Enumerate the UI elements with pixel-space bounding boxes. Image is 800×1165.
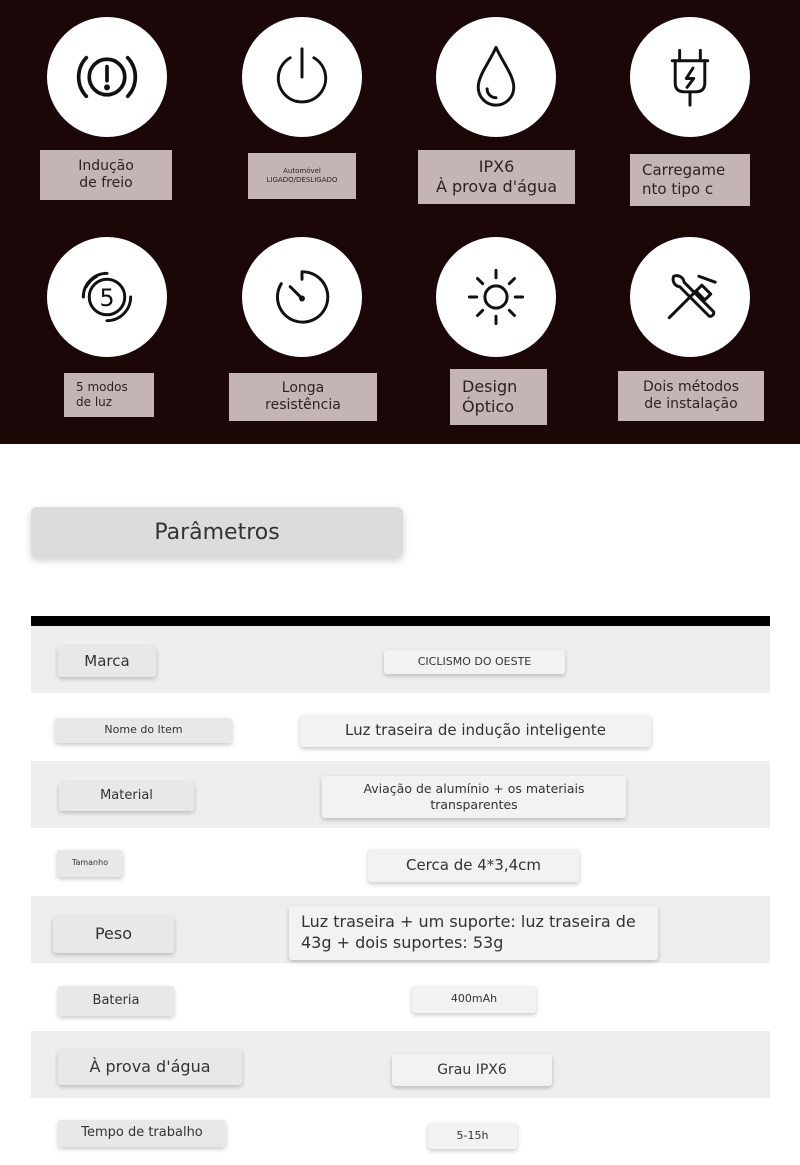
param-value: 400mAh [412, 986, 536, 1013]
param-value: Aviação de alumínio + os materiais transparentes [322, 776, 626, 818]
param-value: CICLISMO DO OESTE [384, 650, 565, 674]
param-value: 5-15h [428, 1123, 517, 1149]
feature-label: Dois métodos de instalação [618, 371, 764, 421]
five-modes-icon [47, 237, 167, 357]
sun-icon [436, 237, 556, 357]
svg-text:5: 5 [99, 283, 115, 312]
water-drop-icon [436, 17, 556, 137]
param-value: Cerca de 4*3,4cm [368, 849, 579, 882]
params-title: Parâmetros [31, 507, 403, 558]
param-value: Luz traseira de indução inteligente [300, 715, 651, 747]
timer-icon [242, 237, 362, 357]
param-key: Bateria [58, 986, 174, 1016]
brake-warning-icon [47, 17, 167, 137]
feature-label: Carregame nto tipo c [630, 154, 750, 206]
param-key: Tamanho [57, 850, 123, 877]
table-top-bar [31, 616, 770, 626]
param-key: Tempo de trabalho [58, 1120, 226, 1147]
param-key: Material [59, 782, 194, 811]
feature-label: Automóvel LIGADO/DESLIGADO [248, 153, 356, 199]
param-key: À prova d'água [58, 1050, 242, 1085]
param-key: Marca [58, 646, 156, 677]
power-icon [242, 17, 362, 137]
param-key: Nome do Item [55, 718, 232, 743]
feature-label: Indução de freio [40, 150, 172, 200]
feature-label: 5 modos de luz [64, 373, 154, 417]
feature-label: Design Óptico [450, 369, 547, 425]
param-value: Luz traseira + um suporte: luz traseira de 43g + dois suportes: 53g [289, 906, 658, 960]
usb-plug-charging-icon [630, 17, 750, 137]
feature-label: Longa resistência [229, 373, 377, 421]
feature-label: IPX6 À prova d'água [418, 150, 575, 204]
param-value: Grau IPX6 [392, 1054, 552, 1086]
tools-icon [630, 237, 750, 357]
param-key: Peso [53, 916, 174, 953]
